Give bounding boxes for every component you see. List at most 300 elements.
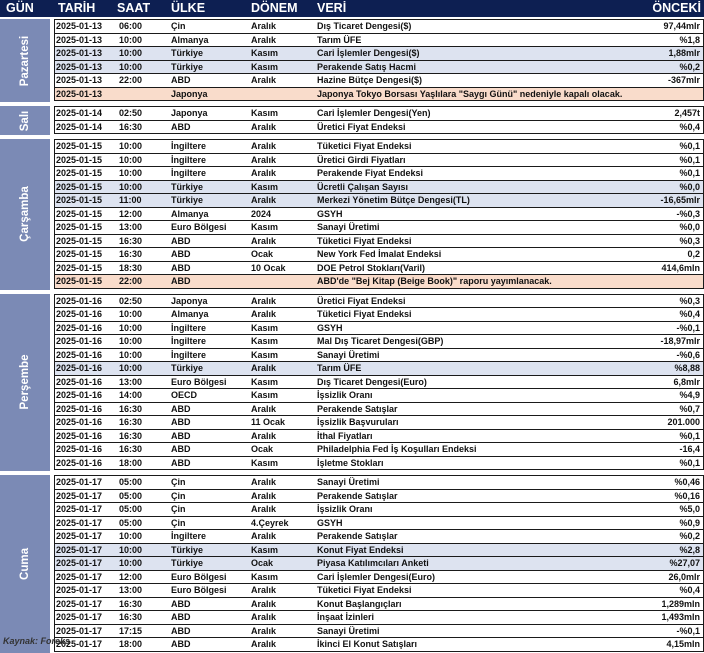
cell-period: Aralık (251, 531, 277, 541)
cell-date: 2025-01-16 (56, 390, 103, 400)
cell-date: 2025-01-15 (56, 222, 103, 232)
cell-date: 2025-01-17 (56, 639, 103, 649)
table-row (55, 153, 703, 167)
cell-period: Kasım (251, 322, 279, 333)
cell-time: 10:00 (119, 48, 143, 58)
cell-country: Japonya (171, 88, 208, 99)
cell-period: Aralık (251, 295, 277, 306)
cell-country: Japonya (171, 295, 208, 306)
cell-date: 2025-01-13 (56, 61, 103, 72)
table-row (55, 73, 703, 87)
cell-time: 10:00 (119, 61, 143, 72)
cell-data: Üretici Girdi Fiyatları (317, 154, 406, 165)
cell-data: Tüketici Fiyat Endeksi (317, 309, 412, 319)
cell-date: 2025-01-16 (56, 295, 103, 306)
cell-country: İngiltere (171, 322, 207, 333)
cell-date: 2025-01-15 (56, 262, 103, 273)
cell-country: ABD (171, 430, 191, 441)
cell-date: 2025-01-15 (56, 208, 103, 219)
cell-country: Çin (171, 517, 186, 528)
cell-time: 05:00 (119, 477, 143, 487)
cell-period: Aralık (251, 625, 277, 636)
cell-country: ABD (171, 598, 191, 609)
cell-country: ABD (171, 639, 191, 649)
day-band (0, 294, 50, 472)
cell-period: Kasım (251, 376, 279, 387)
cell-date: 2025-01-16 (56, 430, 103, 441)
cell-time: 18:30 (119, 262, 143, 273)
cell-date: 2025-01-15 (56, 154, 103, 165)
cell-data: İkinci El Konut Satışları (317, 639, 418, 649)
cell-period: Aralık (251, 477, 277, 487)
cell-data: Tarım ÜFE (317, 34, 362, 45)
cell-previous: %0,2 (679, 61, 700, 72)
cell-data: Philadelphia Fed İş Koşulları Endeksi (317, 444, 477, 454)
cell-previous: %27,07 (669, 558, 700, 568)
cell-data: Tüketici Fiyat Endeksi (317, 141, 412, 151)
cell-data: İthal Fiyatları (317, 430, 373, 441)
cell-data: Tarım ÜFE (317, 363, 362, 373)
cell-country: ABD (171, 403, 191, 414)
table-row (55, 261, 703, 275)
cell-period: Kasım (251, 457, 279, 468)
cell-time: 11:00 (119, 195, 142, 205)
cell-country: ABD (171, 612, 191, 622)
cell-date: 2025-01-16 (56, 444, 103, 454)
cell-period: Kasım (251, 349, 279, 360)
cell-country: Çin (171, 21, 186, 31)
cell-country: ABD (171, 625, 191, 636)
cell-period: Aralık (251, 34, 277, 45)
cell-previous: -367mlr (667, 75, 700, 85)
cell-period: Kasım (251, 390, 279, 400)
cell-time: 22:00 (119, 75, 143, 85)
cell-time: 22:00 (119, 276, 143, 286)
cell-previous: %0,2 (679, 531, 700, 541)
cell-date: 2025-01-17 (56, 585, 103, 595)
cell-period: Kasım (251, 61, 279, 72)
table-row (55, 476, 703, 489)
cell-data: Tüketici Fiyat Endeksi (317, 235, 412, 246)
cell-date: 2025-01-13 (56, 34, 103, 45)
cell-country: İngiltere (171, 154, 207, 165)
cell-data: Sanayi Üretimi (317, 222, 380, 232)
table-row (55, 207, 703, 221)
header-data: VERİ (317, 1, 347, 15)
note-row (55, 274, 703, 288)
table-row (55, 543, 703, 557)
cell-data: Konut Başlangıçları (317, 598, 402, 609)
table-row (55, 516, 703, 530)
cell-data: Perakende Satış Hacmi (317, 61, 417, 72)
day-label: Cuma (19, 547, 31, 580)
cell-previous: %0,1 (679, 141, 700, 151)
cell-period: 10 Ocak (251, 262, 286, 273)
cell-data: İşletme Stokları (317, 457, 384, 468)
cell-period: Aralık (251, 430, 277, 441)
cell-time: 10:00 (119, 141, 143, 151)
cell-data: Sanayi Üretimi (317, 625, 380, 636)
cell-time: 02:50 (119, 108, 143, 118)
source-note: Kaynak: Foreks (3, 636, 71, 646)
cell-date: 2025-01-15 (56, 249, 103, 259)
cell-period: Kasım (251, 181, 279, 192)
cell-date: 2025-01-17 (56, 612, 103, 622)
cell-data: Cari İşlemler Dengesi($) (317, 48, 420, 58)
cell-previous: 1,493mln (661, 612, 700, 622)
cell-country: Euro Bölgesi (171, 571, 227, 582)
cell-period: Kasım (251, 108, 279, 118)
cell-previous: %0,1 (679, 154, 700, 165)
cell-time: 10:00 (119, 168, 143, 178)
cell-period: Aralık (251, 504, 277, 514)
table-row (55, 556, 703, 570)
day-rows (54, 139, 704, 289)
cell-time: 16:30 (119, 430, 143, 441)
cell-data: Mal Dış Ticaret Dengesi(GBP) (317, 336, 444, 346)
cell-data: GSYH (317, 208, 343, 219)
cell-time: 10:00 (119, 544, 143, 555)
cell-date: 2025-01-17 (56, 625, 103, 636)
cell-time: 17:15 (119, 625, 143, 636)
table-row (55, 583, 703, 597)
table-row (55, 295, 703, 308)
cell-date: 2025-01-17 (56, 477, 103, 487)
cell-date: 2025-01-15 (56, 181, 103, 192)
cell-country: İngiltere (171, 168, 207, 178)
cell-period: Aralık (251, 403, 277, 414)
cell-previous: %8,88 (674, 363, 700, 373)
cell-period: Kasım (251, 544, 279, 555)
cell-country: Türkiye (171, 363, 204, 373)
cell-data: Sanayi Üretimi (317, 477, 380, 487)
cell-previous: %0,0 (679, 181, 700, 192)
cell-previous: %0,4 (679, 585, 700, 595)
cell-period: Aralık (251, 195, 277, 205)
cell-previous: %0,1 (679, 168, 700, 178)
cell-country: Türkiye (171, 195, 204, 205)
cell-previous: 0,2 (687, 249, 700, 259)
cell-country: İngiltere (171, 349, 207, 360)
table-row (55, 60, 703, 74)
cell-previous: %1,8 (679, 34, 700, 45)
day-rows (54, 19, 704, 101)
cell-country: Euro Bölgesi (171, 376, 227, 387)
day-rows (54, 106, 704, 134)
day-group (0, 139, 704, 290)
cell-previous: 414,6mln (661, 262, 700, 273)
cell-time: 16:30 (119, 417, 143, 427)
day-label: Perşembe (19, 354, 31, 410)
day-group (0, 475, 704, 653)
cell-previous: -16,65mlr (660, 195, 700, 205)
cell-country: OECD (171, 390, 198, 400)
table-row (55, 33, 703, 47)
cell-period: Aralık (251, 121, 277, 132)
day-label: Çarşamba (19, 186, 31, 243)
table-row (55, 20, 703, 33)
cell-data: Dış Ticaret Dengesi($) (317, 21, 412, 31)
header-day: GÜN (6, 1, 34, 15)
table-row (55, 415, 703, 429)
cell-data: Perakende Satışlar (317, 490, 398, 501)
cell-country: Türkiye (171, 181, 204, 192)
cell-time: 10:00 (119, 181, 143, 192)
cell-previous: 201.000 (667, 417, 700, 427)
table-row (55, 247, 703, 261)
cell-data: Piyasa Katılımcıları Anketi (317, 558, 429, 568)
cell-time: 12:00 (119, 208, 143, 219)
cell-previous: 2,457t (674, 108, 700, 118)
cell-period: Aralık (251, 75, 277, 85)
cell-date: 2025-01-16 (56, 336, 103, 346)
table-row (55, 610, 703, 624)
cell-time: 18:00 (119, 639, 143, 649)
cell-date: 2025-01-16 (56, 457, 103, 468)
cell-time: 16:30 (119, 444, 143, 454)
cell-period: Aralık (251, 612, 277, 622)
cell-time: 10:00 (119, 322, 143, 333)
cell-country: ABD (171, 417, 191, 427)
cell-previous: %0,7 (679, 403, 700, 414)
cell-data: İşsizlik Başvuruları (317, 417, 399, 427)
cell-country: ABD (171, 235, 191, 246)
table-row (55, 597, 703, 611)
cell-data: Üretici Fiyat Endeksi (317, 121, 406, 132)
header-period: DÖNEM (251, 1, 298, 15)
cell-date: 2025-01-14 (56, 121, 103, 132)
cell-time: 16:30 (119, 598, 143, 609)
cell-previous: %0,3 (679, 295, 700, 306)
table-row (55, 180, 703, 194)
cell-period: Aralık (251, 585, 277, 595)
table-row (55, 348, 703, 362)
cell-country: Türkiye (171, 61, 204, 72)
cell-note: ABD'de "Bej Kitap (Beige Book)" raporu yayımlanacak. (317, 276, 552, 286)
cell-time: 02:50 (119, 295, 143, 306)
cell-country: ABD (171, 444, 191, 454)
cell-period: Aralık (251, 490, 277, 501)
day-band (0, 19, 50, 102)
cell-date: 2025-01-13 (56, 48, 103, 58)
cell-country: İngiltere (171, 531, 207, 541)
day-rows (54, 294, 704, 471)
cell-time: 05:00 (119, 504, 143, 514)
cell-previous: %0,3 (679, 235, 700, 246)
cell-date: 2025-01-16 (56, 309, 103, 319)
cell-time: 18:00 (119, 457, 143, 468)
cell-previous: -%0,1 (676, 322, 700, 333)
cell-previous: %0,1 (679, 430, 700, 441)
cell-previous: %0,4 (679, 309, 700, 319)
cell-time: 10:00 (119, 558, 143, 568)
cell-date: 2025-01-15 (56, 168, 103, 178)
cell-period: Ocak (251, 558, 274, 568)
cell-date: 2025-01-16 (56, 322, 103, 333)
cell-date: 2025-01-17 (56, 598, 103, 609)
cell-previous: 1,289mln (661, 598, 700, 609)
header-previous: ÖNCEKİ (652, 1, 701, 15)
cell-period: Aralık (251, 141, 277, 151)
cell-time: 13:00 (119, 222, 143, 232)
cell-date: 2025-01-13 (56, 75, 103, 85)
note-row (55, 87, 703, 101)
cell-date: 2025-01-16 (56, 417, 103, 427)
cell-country: Euro Bölgesi (171, 585, 227, 595)
cell-time: 16:30 (119, 612, 143, 622)
table-row (55, 402, 703, 416)
cell-period: Kasım (251, 571, 279, 582)
cell-previous: 26,0mlr (668, 571, 700, 582)
cell-previous: -18,97mlr (660, 336, 700, 346)
cell-time: 10:00 (119, 349, 143, 360)
day-label: Pazartesi (19, 35, 31, 86)
day-label: Salı (19, 110, 31, 131)
cell-data: DOE Petrol Stokları(Varil) (317, 262, 426, 273)
day-group (0, 106, 704, 135)
cell-previous: -%0,1 (676, 625, 700, 636)
table-row (55, 624, 703, 638)
day-band (0, 475, 50, 653)
cell-country: ABD (171, 262, 191, 273)
day-group (0, 19, 704, 102)
cell-data: Konut Fiyat Endeksi (317, 544, 404, 555)
cell-data: İnşaat İzinleri (317, 612, 375, 622)
table-row (55, 570, 703, 584)
cell-date: 2025-01-16 (56, 403, 103, 414)
table-row (55, 307, 703, 321)
table-row (55, 334, 703, 348)
cell-data: GSYH (317, 517, 343, 528)
cell-time: 10:00 (119, 34, 143, 45)
cell-period: Aralık (251, 154, 277, 165)
table-row (55, 489, 703, 503)
cell-country: ABD (171, 75, 191, 85)
cell-data: GSYH (317, 322, 343, 333)
cell-time: 05:00 (119, 490, 143, 501)
cell-time: 06:00 (119, 21, 143, 31)
cell-date: 2025-01-15 (56, 141, 103, 151)
cell-country: İngiltere (171, 141, 207, 151)
cell-data: Cari İşlemler Dengesi(Yen) (317, 108, 431, 118)
cell-period: Aralık (251, 363, 277, 373)
table-row (55, 429, 703, 443)
cell-time: 16:30 (119, 403, 143, 414)
cell-country: Çin (171, 490, 186, 501)
cell-country: Türkiye (171, 48, 204, 58)
cell-previous: -%0,3 (676, 208, 700, 219)
cell-data: Hazine Bütçe Dengesi($) (317, 75, 423, 85)
table-row (55, 166, 703, 180)
cell-data: Dış Ticaret Dengesi(Euro) (317, 376, 427, 387)
cell-country: Almanya (171, 309, 209, 319)
cell-period: Aralık (251, 309, 277, 319)
cell-data: İşsizlik Oranı (317, 390, 373, 400)
cell-country: Euro Bölgesi (171, 222, 227, 232)
cell-country: ABD (171, 249, 191, 259)
cell-previous: 1,88mlr (668, 48, 700, 58)
cell-note: Japonya Tokyo Borsası Yaşlılara "Saygı Günü" nedeniyle kapalı olacak. (317, 88, 623, 99)
cell-period: 2024 (251, 208, 272, 219)
cell-time: 13:00 (119, 376, 143, 387)
cell-data: Tüketici Fiyat Endeksi (317, 585, 412, 595)
cell-date: 2025-01-16 (56, 363, 103, 373)
cell-country: Almanya (171, 34, 209, 45)
table-row (55, 140, 703, 153)
cell-country: İngiltere (171, 336, 207, 346)
cell-time: 10:00 (119, 154, 143, 165)
table-row (55, 193, 703, 207)
cell-date: 2025-01-17 (56, 504, 103, 514)
cell-previous: 97,44mlr (663, 21, 700, 31)
cell-country: ABD (171, 121, 191, 132)
cell-previous: %2,8 (679, 544, 700, 555)
cell-country: Çin (171, 504, 186, 514)
table-row (55, 107, 703, 120)
cell-previous: 4,15mln (666, 639, 700, 649)
cell-country: Türkiye (171, 558, 204, 568)
day-rows (54, 475, 704, 652)
cell-period: Aralık (251, 639, 277, 649)
cell-previous: -16,4 (679, 444, 700, 454)
cell-time: 10:00 (119, 336, 143, 346)
table-row (55, 361, 703, 375)
cell-date: 2025-01-16 (56, 349, 103, 360)
table-row (55, 46, 703, 60)
cell-date: 2025-01-13 (56, 21, 103, 31)
table-row (55, 456, 703, 470)
cell-data: Perakende Satışlar (317, 531, 398, 541)
cell-time: 16:30 (119, 121, 143, 132)
cell-date: 2025-01-17 (56, 490, 103, 501)
cell-date: 2025-01-17 (56, 531, 103, 541)
cell-data: Merkezi Yönetim Bütçe Dengesi(TL) (317, 195, 470, 205)
cell-previous: %0,4 (679, 121, 700, 132)
cell-previous: %0,46 (674, 477, 700, 487)
cell-period: Aralık (251, 598, 277, 609)
cell-period: Aralık (251, 168, 277, 178)
header-time: SAAT (117, 1, 151, 15)
cell-period: Kasım (251, 336, 279, 346)
cell-date: 2025-01-15 (56, 235, 103, 246)
cell-data: New York Fed İmalat Endeksi (317, 249, 442, 259)
table-row (55, 388, 703, 402)
cell-date: 2025-01-13 (56, 88, 103, 99)
cell-data: Sanayi Üretimi (317, 349, 380, 360)
cell-country: Japonya (171, 108, 208, 118)
header-date: TARİH (58, 1, 96, 15)
cell-date: 2025-01-15 (56, 195, 103, 205)
table-row (55, 375, 703, 389)
day-band (0, 139, 50, 290)
cell-previous: %0,0 (679, 222, 700, 232)
cell-date: 2025-01-15 (56, 276, 103, 286)
cell-previous: %0,9 (679, 517, 700, 528)
cell-previous: 6,8mlr (673, 376, 700, 387)
table-header (0, 0, 704, 17)
table-row (55, 321, 703, 335)
table-row (55, 637, 703, 651)
table-row (55, 442, 703, 456)
cell-date: 2025-01-17 (56, 544, 103, 555)
cell-period: Kasım (251, 222, 279, 232)
cell-time: 05:00 (119, 517, 143, 528)
cell-previous: %0,16 (674, 490, 700, 501)
cell-period: Aralık (251, 21, 277, 31)
cell-country: ABD (171, 276, 191, 286)
cell-country: Almanya (171, 208, 209, 219)
cell-time: 10:00 (119, 531, 143, 541)
